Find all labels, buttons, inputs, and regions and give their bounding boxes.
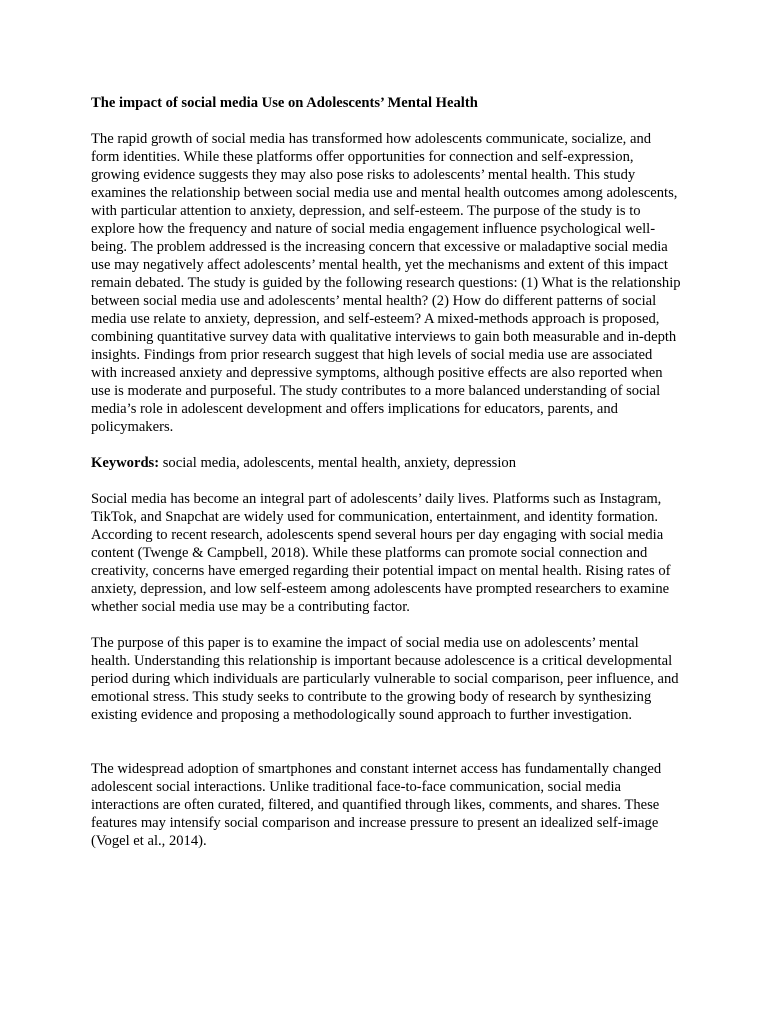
spacer (91, 436, 681, 454)
keywords-label: Keywords: (91, 455, 160, 471)
keywords-line (91, 454, 681, 472)
document-title: The impact of social media Use on Adolescents’ Mental Health (91, 95, 478, 111)
document-body (91, 94, 681, 850)
spacer (91, 616, 681, 634)
spacer (91, 724, 681, 760)
keywords-text: social media, adolescents, mental health, anxiety, depression (159, 455, 517, 471)
abstract-paragraph: The rapid growth of social media has transformed how adolescents communicate, socialize, and form identities. While these platforms offer opportunities for connection and self-expression, growing evidence suggests they may also pose risks to adolescents’ mental health. This study examines the relationship between social media use and mental health outcomes among adolescents, with particular attention to anxiety, depression, and self-esteem. The purpose of the study is to explore how the frequency and nature of social media engagement influence psychological well-being. The problem addressed is the increasing concern that excessive or maladaptive social media use may negatively affect adolescents’ mental health, yet the mechanisms and extent of this impact remain debated. The study is guided by the following research questions: (1) What is the relationship between social media use and adolescents’ mental health? (2) How do different patterns of social media use relate to anxiety, depression, and self-esteem? A mixed-methods approach is proposed, combining quantitative survey data with qualitative interviews to gain both measurable and in-depth insights. Findings from prior research suggest that high levels of social media use are associated with increased anxiety and depressive symptoms, although positive effects are also reported when use is moderate and purposeful. The study contributes to a more balanced understanding of social media’s role in adolescent development and offers implications for educators, parents, and policymakers. (91, 131, 681, 435)
body-paragraph-1: Social media has become an integral part of adolescents’ daily lives. Platforms such as Instagram, TikTok, and Snapchat are widely used for communication, entertainment, and identity formation. According to recent research, adolescents spend several hours per day engaging with social media content (Twenge & Campbell, 2018). While these platforms can promote social connection and creativity, concerns have emerged regarding their potential impact on mental health. Rising rates of anxiety, depression, and low self-esteem among adolescents have prompted researchers to examine whether social media use may be a contributing factor. (91, 491, 671, 615)
body-paragraph-2: The purpose of this paper is to examine the impact of social media use on adolescents’ mental health. Understanding this relationship is important because adolescence is a critical developmental period during which individuals are particularly vulnerable to social comparison, peer influence, and emotional stress. This study seeks to contribute to the growing body of research by synthesizing existing evidence and proposing a methodologically sound approach to further investigation. (91, 635, 679, 723)
spacer (91, 472, 681, 490)
body-paragraph-3: The widespread adoption of smartphones and constant internet access has fundamentally changed adolescent social interactions. Unlike traditional face-to-face communication, social media interactions are often curated, filtered, and quantified through likes, comments, and shares. These features may intensify social comparison and increase pressure to present an idealized self-image (Vogel et al., 2014). (91, 761, 662, 849)
